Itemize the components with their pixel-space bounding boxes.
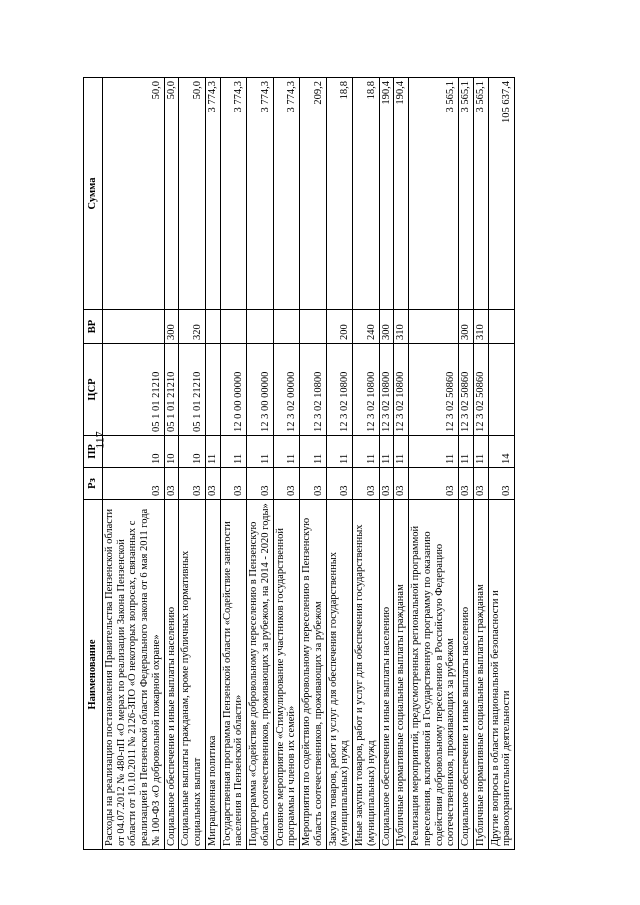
cell-csr (205, 344, 220, 436)
cell-rz: 03 (409, 468, 459, 500)
header-rz: Рз (84, 468, 103, 500)
header-name: Наименование (84, 500, 103, 850)
cell-name: Подпрограмма «Содействие добровольному переселению в Пензенскую область соотечественников, проживающих за рубежом, на 2014 - 2020 годы» (247, 500, 274, 850)
cell-name: Публичные нормативные социальные выплаты гражданам (394, 500, 409, 850)
cell-rz: 03 (300, 468, 327, 500)
cell-csr: 12 3 02 00000 (273, 344, 300, 436)
cell-rz: 03 (353, 468, 380, 500)
cell-sum: 190,4 (394, 78, 409, 310)
cell-vr: 300 (379, 310, 394, 344)
cell-name: Социальное обеспечение и иные выплаты населению (164, 500, 179, 850)
cell-csr: 05 1 01 21210 (102, 344, 164, 436)
cell-vr: 200 (326, 310, 353, 344)
cell-csr: 12 3 02 50860 (473, 344, 488, 436)
cell-pr: 14 (488, 436, 515, 468)
cell-csr: 12 3 02 10800 (300, 344, 327, 436)
cell-vr (102, 310, 164, 344)
cell-name: Социальное обеспечение и иные выплаты населению (459, 500, 474, 850)
page-number: 117 (92, 431, 107, 449)
header-csr: ЦСР (84, 344, 103, 436)
cell-sum: 209,2 (300, 78, 327, 310)
table-row (273, 78, 300, 850)
cell-rz: 03 (273, 468, 300, 500)
cell-name: Социальное обеспечение и иные выплаты населению (379, 500, 394, 850)
cell-sum: 190,4 (379, 78, 394, 310)
cell-sum: 3 774,3 (273, 78, 300, 310)
rotated-table-container (83, 78, 608, 850)
cell-sum: 3 565,1 (473, 78, 488, 310)
cell-vr: 300 (164, 310, 179, 344)
cell-pr: 11 (220, 436, 247, 468)
cell-csr: 12 3 00 00000 (247, 344, 274, 436)
cell-name: Миграционная политика (205, 500, 220, 850)
table-row (379, 78, 394, 850)
table-row (409, 78, 459, 850)
cell-vr: 240 (353, 310, 380, 344)
cell-csr: 05 1 01 21210 (164, 344, 179, 436)
table-row (247, 78, 274, 850)
cell-pr: 11 (353, 436, 380, 468)
table-row (179, 78, 206, 850)
cell-vr (273, 310, 300, 344)
cell-vr (409, 310, 459, 344)
cell-rz: 03 (326, 468, 353, 500)
cell-pr: 11 (473, 436, 488, 468)
cell-vr (488, 310, 515, 344)
table-row (326, 78, 353, 850)
cell-name: Реализация мероприятий, предусмотренных региональной программой переселения, включенной в Государственную программу по оказанию содействия добровольному переселению в Российскую Федерацию соотечественников, проживающих за рубежом (409, 500, 459, 850)
cell-pr: 10 (102, 436, 164, 468)
cell-name: Закупка товаров, работ и услуг для обеспечения государственных (муниципальных) нужд (326, 500, 353, 850)
cell-csr: 12 3 02 50860 (409, 344, 459, 436)
cell-vr (247, 310, 274, 344)
cell-csr: 12 3 02 10800 (326, 344, 353, 436)
cell-pr: 10 (164, 436, 179, 468)
cell-sum: 105 637,4 (488, 78, 515, 310)
table-row (353, 78, 380, 850)
cell-name: Мероприятия по содействию добровольному переселению в Пензенскую область соотечественников, проживающих за рубежом (300, 500, 327, 850)
cell-name: Основное мероприятие «Стимулирование участников государственной программы и членов их семей» (273, 500, 300, 850)
cell-sum: 18,8 (326, 78, 353, 310)
cell-sum: 3 774,3 (247, 78, 274, 310)
cell-sum: 50,0 (102, 78, 164, 310)
cell-sum: 50,0 (179, 78, 206, 310)
cell-name: Расходы на реализацию постановления Правительства Пензенской области от 04.07.2012 № 480-пП «О мерах по реализации Закона Пензенской области от 10.10.2011 № 2126-ЗПО «О некоторых вопросах, связанных с реализацией в Пензенской области Федерального закона от 6 мая 2011 года № 100-ФЗ «О добровольной пожарной охране» (102, 500, 164, 850)
budget-table (83, 77, 515, 850)
table-row (488, 78, 515, 850)
table-header-row (84, 78, 103, 850)
cell-sum: 3 565,1 (409, 78, 459, 310)
table-row (102, 78, 164, 850)
cell-pr: 11 (300, 436, 327, 468)
cell-rz: 03 (205, 468, 220, 500)
cell-vr: 300 (459, 310, 474, 344)
cell-rz: 03 (473, 468, 488, 500)
cell-vr: 320 (179, 310, 206, 344)
table-row (220, 78, 247, 850)
cell-csr: 12 3 02 10800 (394, 344, 409, 436)
cell-rz: 03 (179, 468, 206, 500)
table-row (205, 78, 220, 850)
cell-rz: 03 (164, 468, 179, 500)
cell-pr: 11 (326, 436, 353, 468)
cell-pr: 11 (394, 436, 409, 468)
cell-csr: 12 3 02 10800 (353, 344, 380, 436)
table-row (300, 78, 327, 850)
cell-pr: 11 (459, 436, 474, 468)
cell-vr: 310 (394, 310, 409, 344)
header-vr: ВР (84, 310, 103, 344)
cell-rz: 03 (102, 468, 164, 500)
cell-csr: 12 3 02 10800 (379, 344, 394, 436)
table-body (102, 78, 514, 850)
cell-pr: 10 (179, 436, 206, 468)
cell-name: Иные закупки товаров, работ и услуг для обеспечения государственных (муниципальных) нужд (353, 500, 380, 850)
cell-name: Социальные выплаты гражданам, кроме публичных нормативных социальных выплат (179, 500, 206, 850)
table-row (459, 78, 474, 850)
header-pr: ПР (84, 436, 103, 468)
cell-pr: 11 (273, 436, 300, 468)
cell-sum: 50,0 (164, 78, 179, 310)
cell-rz: 03 (394, 468, 409, 500)
cell-rz: 03 (220, 468, 247, 500)
cell-sum: 3 565,1 (459, 78, 474, 310)
cell-name: Публичные нормативные социальные выплаты гражданам (473, 500, 488, 850)
cell-pr: 11 (205, 436, 220, 468)
cell-pr: 11 (247, 436, 274, 468)
cell-csr: 12 0 00 00000 (220, 344, 247, 436)
cell-pr: 11 (409, 436, 459, 468)
cell-csr (488, 344, 515, 436)
cell-name: Другие вопросы в области национальной безопасности и правоохранительной деятельности (488, 500, 515, 850)
cell-sum: 18,8 (353, 78, 380, 310)
cell-vr (205, 310, 220, 344)
cell-csr: 05 1 01 21210 (179, 344, 206, 436)
table-row (164, 78, 179, 850)
cell-name: Государственная программа Пензенской области «Содействие занятости населения в Пензенской области» (220, 500, 247, 850)
cell-pr: 11 (379, 436, 394, 468)
cell-sum: 3 774,3 (220, 78, 247, 310)
cell-vr (300, 310, 327, 344)
cell-vr (220, 310, 247, 344)
cell-rz: 03 (379, 468, 394, 500)
cell-sum: 3 774,3 (205, 78, 220, 310)
header-sum: Сумма (84, 78, 103, 310)
table-row (473, 78, 488, 850)
table-row (394, 78, 409, 850)
cell-rz: 03 (247, 468, 274, 500)
cell-rz: 03 (488, 468, 515, 500)
cell-csr: 12 3 02 50860 (459, 344, 474, 436)
cell-rz: 03 (459, 468, 474, 500)
cell-vr: 310 (473, 310, 488, 344)
